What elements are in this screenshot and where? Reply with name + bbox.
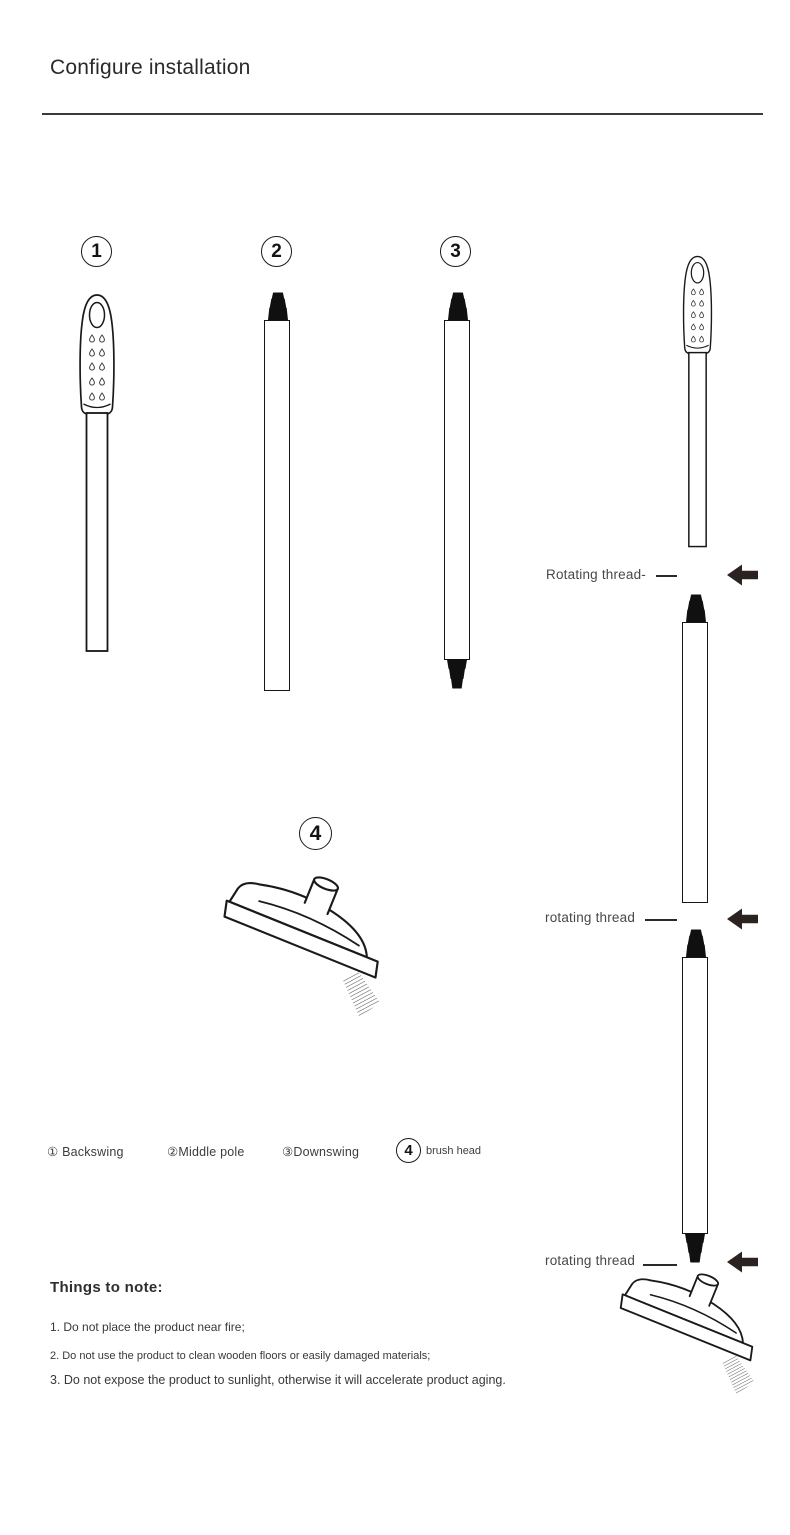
- note-1: 1. Do not place the product near fire;: [50, 1320, 245, 1334]
- part-3-badge: [440, 236, 471, 267]
- part-2-number: 2: [271, 240, 282, 262]
- title-divider: [42, 113, 763, 115]
- rotating-thread-label-2: rotating thread: [545, 910, 636, 925]
- downswing-pole-drawing: [444, 320, 470, 660]
- connector-line-3: [643, 1264, 677, 1266]
- assembled-downswing-thread-bottom-icon: [684, 1233, 706, 1263]
- part-1-number: 1: [91, 240, 102, 262]
- notes-heading: Things to note:: [50, 1279, 163, 1296]
- connector-line-1: [656, 575, 677, 577]
- part-2-badge: [261, 236, 292, 267]
- brush-head-legend-label: brush head: [426, 1144, 482, 1157]
- assembled-downswing-thread-top-icon: [684, 929, 708, 959]
- part-1-badge: [81, 236, 112, 267]
- rotating-thread-label-1: Rotating thread-: [546, 567, 647, 582]
- downswing-thread-bottom-icon: [446, 659, 468, 689]
- note-2: 2. Do not use the product to clean wooden floors or easily damaged materials;: [50, 1350, 431, 1362]
- assembled-middle-pole-thread-icon: [684, 594, 708, 624]
- connector-line-2: [645, 919, 677, 921]
- middle-pole-drawing: [264, 320, 290, 691]
- middle-pole-thread-top-icon: [266, 292, 290, 322]
- assembled-handle-drawing: [681, 254, 714, 549]
- assembled-middle-pole-drawing: [682, 622, 708, 903]
- left-arrow-icon-2: [727, 906, 758, 932]
- rotating-thread-label-3: rotating thread: [545, 1253, 636, 1268]
- legend-item-backswing: ① Backswing: [47, 1145, 124, 1159]
- legend-item-downswing: ③Downswing: [282, 1145, 360, 1159]
- brush-head-drawing: [210, 870, 405, 1026]
- part-3-number: 3: [450, 240, 461, 262]
- assembled-downswing-pole-drawing: [682, 957, 708, 1234]
- left-arrow-icon-1: [727, 562, 758, 588]
- note-3: 3. Do not expose the product to sunlight, otherwise it will accelerate product aging.: [50, 1373, 506, 1387]
- legend-item-brush-head: [396, 1138, 481, 1163]
- downswing-thread-top-icon: [446, 292, 470, 322]
- backswing-handle-drawing: [77, 292, 117, 654]
- part-4-badge: [299, 817, 332, 850]
- part-4-number: 4: [309, 821, 322, 845]
- legend-item-middle-pole: ②Middle pole: [167, 1145, 245, 1159]
- brush-head-legend-badge: 4: [396, 1138, 421, 1163]
- assembled-brush-head-drawing: [608, 1268, 776, 1402]
- page-title: Configure installation: [50, 56, 251, 79]
